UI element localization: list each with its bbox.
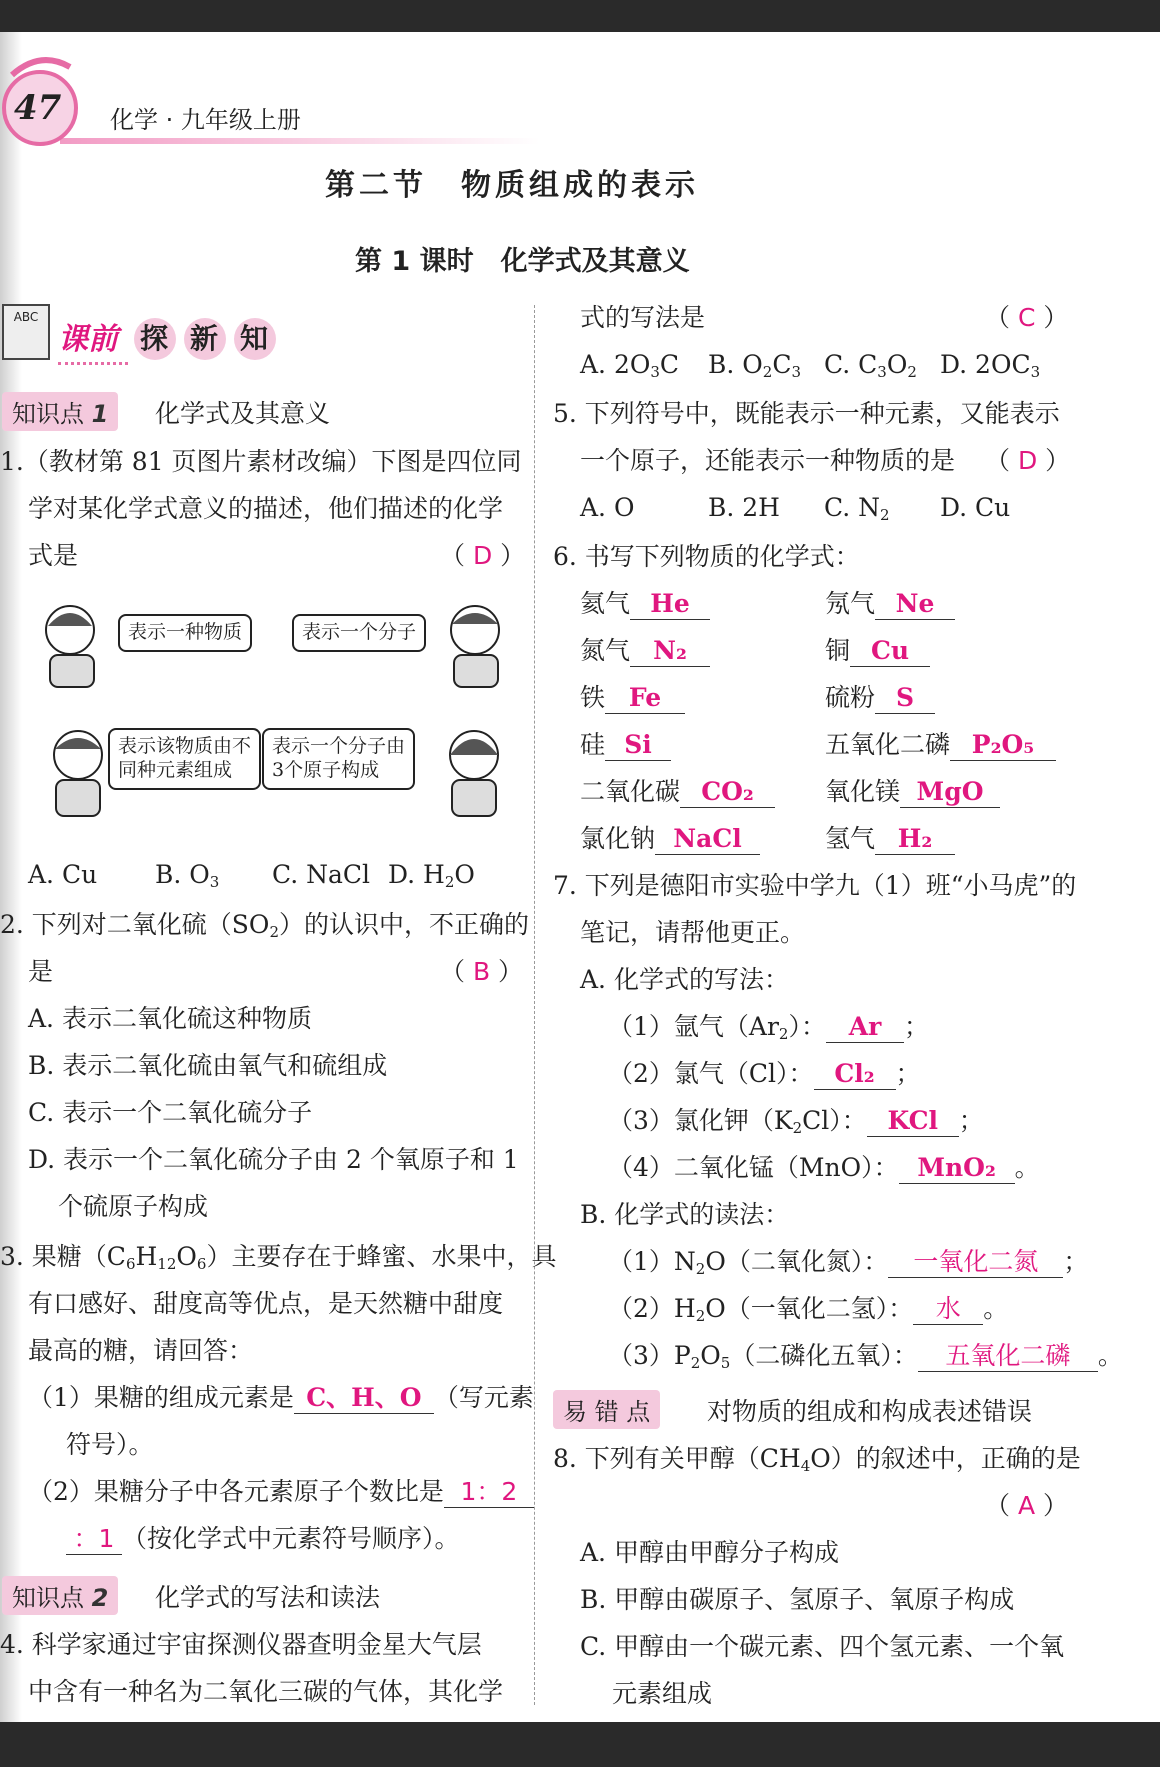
banner-text-3: 新 [190, 322, 219, 355]
q6-answer: H₂ [875, 824, 955, 855]
q8-answer: （ A ） [985, 1491, 1069, 1520]
q6-answer: Ne [875, 589, 955, 620]
q7-a4-answer: MnO₂ [899, 1153, 1015, 1184]
q6-item: 铁 Fe [580, 683, 685, 714]
section-title: 第二节 物质组成的表示 [325, 168, 699, 203]
q5-option-b: B. 2H [708, 493, 780, 522]
q1-line2: 学对某化学式意义的描述，他们描述的化学 [28, 494, 504, 523]
q8-option-c: C. 甲醇由一个碳元素、四个氢元素、一个氧 [580, 1632, 1065, 1661]
q3-part2-answer-cont: ：1 [66, 1524, 122, 1555]
q8-option-c-cont: 元素组成 [612, 1679, 713, 1708]
student-illustration-4 [432, 725, 517, 820]
q7-a4: （4）二氧化锰（MnO）： MnO₂ 。 [608, 1153, 1040, 1182]
q5-answer: （ D ） [985, 446, 1071, 475]
q4-line1: 4. 科学家通过宇宙探测仪器查明金星大气层 [0, 1630, 482, 1659]
q6-answer: N₂ [630, 636, 710, 667]
q6-item: 硅 Si [580, 730, 671, 761]
q7-b2-answer: 水 [913, 1294, 983, 1325]
q6-answer: Fe [605, 683, 685, 714]
page-number: 47 [14, 88, 62, 128]
speech-bubble-4: 表示一个分子由 3个原子构成 [262, 728, 415, 790]
error-point-tag: 易 错 点 [553, 1390, 660, 1429]
q3-part1: （1）果糖的组成元素是 C、H、O （写元素 [28, 1383, 534, 1412]
q7-a1-answer: Ar [826, 1012, 904, 1043]
q6-item: 二氧化碳 CO₂ [580, 777, 775, 808]
q6-answer: S [875, 683, 935, 714]
speech-bubble-1: 表示一种物质 [118, 614, 252, 652]
q6-item: 氢气 H₂ [825, 824, 955, 855]
q1-option-c: C. NaCl [272, 860, 371, 889]
q5-line2: 一个原子，还能表示一种物质的是 [580, 446, 956, 475]
q7-line1: 7. 下列是德阳市实验中学九（1）班“小马虎”的 [553, 871, 1077, 900]
q2-line1: 2. 下列对二氧化硫$(SO_2)$的认识中，不正确的 [0, 910, 529, 941]
q1-option-b: B. $O_3$ [155, 860, 220, 891]
student-illustration-2 [430, 600, 520, 690]
banner-text-4: 知 [240, 322, 269, 355]
q7-b1-answer: 一氧化二氮 [888, 1247, 1063, 1278]
q4-answer: （ C ） [985, 303, 1069, 332]
q7-a2-answer: Cl₂ [814, 1059, 896, 1090]
q1-option-a: A. Cu [28, 860, 98, 889]
column-divider [534, 305, 535, 1705]
book-title: 化学 · 九年级上册 [110, 106, 301, 134]
q2-option-b: B. 表示二氧化硫由氧气和硫组成 [28, 1051, 388, 1080]
banner-dots [58, 362, 128, 365]
q6-item: 硫粉 S [825, 683, 935, 714]
q7-part-a: A. 化学式的写法： [580, 965, 789, 994]
q8-option-b: B. 甲醇由碳原子、氢原子、氧原子构成 [580, 1585, 1015, 1614]
q7-a3-answer: KCl [867, 1106, 959, 1137]
q7-a1: （1）氩气$(Ar_2)$： Ar ； [608, 1012, 929, 1043]
q6-item: 氧化镁 MgO [825, 777, 1000, 808]
q6-answer: MgO [900, 777, 1000, 808]
q6-answer: CO₂ [680, 777, 775, 808]
q2-option-d-cont: 个硫原子构成 [58, 1192, 209, 1221]
speech-bubble-2: 表示一个分子 [292, 614, 426, 652]
q1-line1: 1.（教材第 81 页图片素材改编）下图是四位同 [0, 447, 522, 476]
q7-a2: （2）氯气（Cl）： Cl₂ ； [608, 1059, 921, 1088]
q5-option-c: C. $N_2$ [824, 493, 890, 524]
q2-line2: 是 [28, 957, 54, 986]
knowledge-point-title-2: 化学式的写法和读法 [155, 1583, 381, 1612]
q7-b1: $(1)N_2O$（二氧化氮）： 一氧化二氮 ； [608, 1247, 1089, 1278]
q6-answer: Cu [850, 636, 930, 667]
banner-text-1: 课前 [58, 322, 118, 357]
q7-part-b: B. 化学式的读法： [580, 1200, 790, 1229]
q6-answer: P₂O₅ [950, 730, 1056, 761]
q6-answer: Si [605, 730, 671, 761]
q6-item: 氮气 N₂ [580, 636, 710, 667]
q1-option-d: D. $H_2O$ [388, 860, 475, 891]
q4-line3: 式的写法是 [580, 303, 706, 332]
q2-option-a: A. 表示二氧化硫这种物质 [28, 1004, 312, 1033]
q6-stem: 6. 书写下列物质的化学式： [553, 542, 860, 571]
q3-line2: 有口感好、甜度高等优点，是天然糖中甜度 [28, 1289, 504, 1318]
q8-line1: 8. 下列有关甲醇$(CH_4O)$的叙述中，正确的是 [553, 1444, 1081, 1475]
q4-line2: 中含有一种名为二氧化三碳的气体，其化学 [28, 1677, 504, 1706]
speech-bubble-3: 表示该物质由不 同种元素组成 [108, 728, 261, 790]
q7-b3-answer: 五氧化二磷 [918, 1341, 1098, 1372]
q6-item: 五氧化二磷 P₂O₅ [825, 730, 1056, 761]
q3-part1-cont: 符号）。 [66, 1430, 154, 1459]
q2-answer: （ B ） [440, 957, 524, 986]
q3-part2-cont: ：1 （按化学式中元素符号顺序）。 [66, 1524, 460, 1555]
q2-option-c: C. 表示一个二氧化硫分子 [28, 1098, 313, 1127]
q6-item: 铜 Cu [825, 636, 930, 667]
q4-option-b: B. $O_2C_3$ [708, 350, 801, 381]
q6-item: 氖气 Ne [825, 589, 955, 620]
banner-text-2: 探 [140, 322, 169, 355]
q5-option-a: A. O [580, 493, 635, 522]
q3-part2-answer: 1：2 [444, 1477, 534, 1508]
q5-option-d: D. Cu [940, 493, 1011, 522]
q3-part2: （2）果糖分子中各元素原子个数比是 1：2 [28, 1477, 534, 1508]
knowledge-point-tag-2: 知识点 2 [2, 1576, 118, 1615]
q2-option-d: D. 表示一个二氧化硫分子由 2 个氧原子和 1 [28, 1145, 519, 1174]
q3-line3: 最高的糖，请回答： [28, 1336, 254, 1365]
q4-option-d: D. $2OC_3$ [940, 350, 1041, 381]
page-shadow [0, 32, 22, 1722]
book-icon: ABC [2, 304, 50, 360]
q8-option-a: A. 甲醇由甲醇分子构成 [580, 1538, 839, 1567]
q7-a3: （3）氯化钾$(K_2Cl)$： KCl ； [608, 1106, 984, 1137]
knowledge-point-tag-1: 知识点 1 [2, 392, 118, 431]
q6-item: 氯化钠 NaCl [580, 824, 760, 855]
header-graphic [0, 45, 1060, 155]
q7-b3: $(3)P_2O_5$（二磷化五氧）： 五氧化二磷 。 [608, 1341, 1123, 1372]
q7-b2: $(2)H_2O$（一氧化二氢）： 水 。 [608, 1294, 1009, 1325]
lesson-title: 第 1 课时 化学式及其意义 [355, 246, 690, 277]
q6-item: 氦气 He [580, 589, 710, 620]
q6-answer: He [630, 589, 710, 620]
q5-line1: 5. 下列符号中，既能表示一种元素，又能表示 [553, 399, 1060, 428]
student-illustration-1 [30, 600, 125, 690]
error-point-title: 对物质的组成和构成表述错误 [707, 1397, 1033, 1426]
q4-option-a: A. $2O_3C$ [580, 350, 680, 381]
knowledge-point-title-1: 化学式及其意义 [155, 399, 331, 428]
q1-line3: 式是 [28, 541, 79, 570]
q3-part1-answer: C、H、O [294, 1383, 434, 1414]
q3-line1: 3. 果糖$(C_6H_{12}O_6)$主要存在于蜂蜜、水果中，具 [0, 1242, 557, 1273]
q1-answer: （ D ） [440, 541, 526, 570]
q4-option-c: C. $C_3O_2$ [824, 350, 917, 381]
q7-line2: 笔记，请帮他更正。 [580, 918, 806, 947]
q6-answer: NaCl [655, 824, 760, 855]
